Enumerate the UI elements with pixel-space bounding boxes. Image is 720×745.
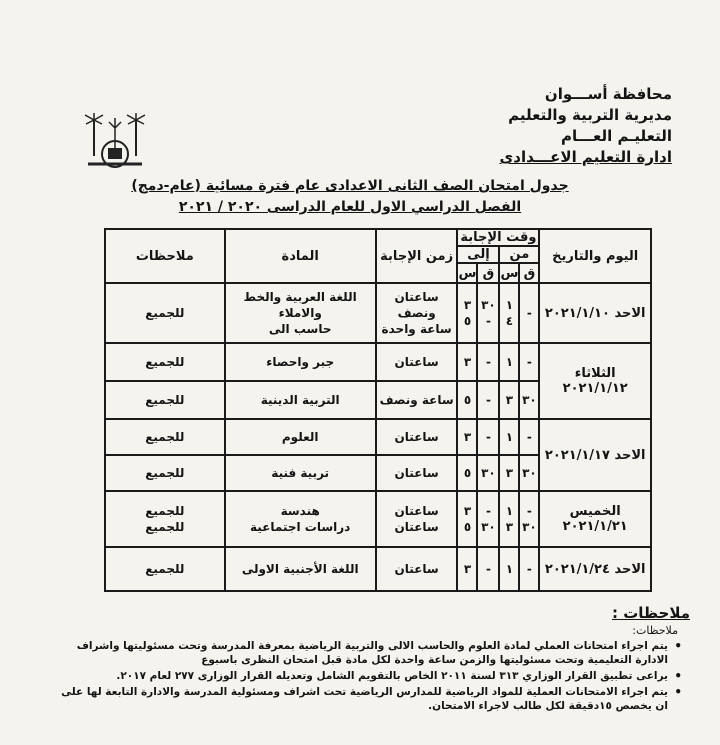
notes-cell xyxy=(105,491,225,547)
to-minute-line: - xyxy=(485,314,491,328)
duration-cell: ساعتان xyxy=(376,343,458,381)
subject-cell: اللغة الأجنبية الاولى xyxy=(225,547,376,591)
to-hour-cell xyxy=(457,491,477,547)
subject-cell xyxy=(225,283,376,343)
duration-line: ساعتان xyxy=(394,504,439,518)
subject-line: هندسة xyxy=(280,504,320,518)
to-hour-line: ٥ xyxy=(463,520,472,534)
from-hour-cell: ١ xyxy=(499,547,519,591)
header-day: اليوم والتاريخ xyxy=(539,229,651,283)
header-directorate: مديرية التربية والتعليم xyxy=(508,106,672,124)
day-date-cell: الثلاثاء ٢٠٢١/١/١٢ xyxy=(539,343,651,419)
duration-line: ساعتان ونصف xyxy=(394,290,439,320)
subject-cell xyxy=(225,491,376,547)
to-minute-cell xyxy=(477,283,499,343)
header-from-q: ق xyxy=(519,263,539,283)
header-to-s: س xyxy=(457,263,477,283)
to-minute-line: ٣٠ xyxy=(481,520,496,534)
to-minute-cell: ٣٠ xyxy=(477,455,499,491)
to-hour-cell xyxy=(457,283,477,343)
from-minute-cell: ٣٠ xyxy=(519,381,539,419)
note-item: • يتم اجراء الامتحانات العملية للمواد الرياضية للمدارس الرياضية تحت اشراف ومسئولية المدرسة والادارة التابعة لها على ان يخصص ١٥دقيقة لكل طالب لاجراء الامتحان. xyxy=(50,685,668,713)
duration-cell: ساعتان xyxy=(376,547,458,591)
to-hour-line: ٥ xyxy=(463,314,472,328)
to-hour-line: ٣ xyxy=(463,298,472,312)
header-governorate: محافظة أســـوان xyxy=(544,85,672,103)
day-date-cell: الاحد ٢٠٢١/١/١٠ xyxy=(539,283,651,343)
day-date-cell: الاحد ٢٠٢١/١/٢٤ xyxy=(539,547,651,591)
to-hour-cell: ٥ xyxy=(457,381,477,419)
to-hour-line: ٣ xyxy=(463,504,472,518)
directorate-header xyxy=(412,84,672,168)
to-hour-cell: ٣ xyxy=(457,547,477,591)
from-hour-cell: ١ xyxy=(499,419,519,455)
notes-title: ملاحظات : xyxy=(611,604,690,622)
from-hour-cell: ١ xyxy=(499,343,519,381)
duration-cell: ساعة ونصف xyxy=(376,381,458,419)
to-minute-line: ٣٠ xyxy=(481,298,496,312)
from-hour-line: ١ xyxy=(505,298,514,312)
from-minute-cell xyxy=(519,491,539,547)
schedule-row xyxy=(105,343,651,381)
subject-cell: جبر واحصاء xyxy=(225,343,376,381)
from-hour-cell: ٣ xyxy=(499,381,519,419)
to-minute-cell: - xyxy=(477,381,499,419)
schedule-subtitle: الفصل الدراسي الاول للعام الدراسى ٢٠٢٠ / ٢٠٢١ xyxy=(178,199,522,215)
day-date-cell: الاحد ٢٠٢١/١/١٧ xyxy=(539,419,651,491)
to-hour-cell: ٣ xyxy=(457,343,477,381)
schedule-row xyxy=(105,547,651,591)
schedule-row xyxy=(105,283,651,343)
header-from-s: س xyxy=(499,263,519,283)
notes-cell: للجميع xyxy=(105,419,225,455)
to-minute-cell xyxy=(477,491,499,547)
duration-cell xyxy=(376,283,458,343)
note-item: • يتم اجراء امتحانات العملي لمادة العلوم والحاسب الالى والتربية الرياضية بمعرفة المدرسة وتحت مسئوليتها واشراف الادارة التعليمية وتحت مسئوليتها والزمن ساعة واحدة لكل مادة قبل امتحان النظرى باسبوع xyxy=(50,639,668,667)
from-hour-cell xyxy=(499,491,519,547)
header-general-education: التعليـم العـــام xyxy=(561,127,672,145)
note-item: • يراعى تطبيق القرار الوزاري ٣١٣ لسنة ٢٠١١ الخاص بالتقويم الشامل وتعديله القرار الوزارى ٢٧٧ لعام ٢٠١٧. xyxy=(50,669,668,683)
header-duration: زمن الإجابة xyxy=(376,229,458,283)
from-hour-line: ١ xyxy=(505,504,514,518)
day-date-cell: الخميس ٢٠٢١/١/٢١ xyxy=(539,491,651,547)
subject-line: دراسات اجتماعية xyxy=(250,520,351,534)
notes-cell: للجميع xyxy=(105,547,225,591)
notes-section xyxy=(50,604,690,715)
from-minute-line: - xyxy=(526,504,532,518)
aswan-emblem-icon xyxy=(82,112,148,170)
from-minute-line: ٣٠ xyxy=(522,520,537,534)
schedule-row xyxy=(105,491,651,547)
schedule-row xyxy=(105,419,651,455)
schedule-title: جدول امتحان الصف الثانى الاعدادى عام فترة مسائية (عام-دمج) xyxy=(131,178,569,194)
notes-line: للجميع xyxy=(145,504,185,518)
header-prep-administration: ادارة التعليم الاعـــدادى xyxy=(499,148,672,166)
to-hour-cell: ٣ xyxy=(457,419,477,455)
from-minute-cell: - xyxy=(519,343,539,381)
subject-cell: التربية الدينية xyxy=(225,381,376,419)
to-minute-cell: - xyxy=(477,419,499,455)
header-to-q: ق xyxy=(477,263,499,283)
to-minute-line: - xyxy=(485,504,491,518)
header-answer-time: وقت الإجابة xyxy=(457,229,539,246)
to-minute-cell: - xyxy=(477,547,499,591)
from-hour-line: ٣ xyxy=(505,520,514,534)
duration-line: ساعة واحدة xyxy=(381,322,452,336)
from-hour-cell: ٣ xyxy=(499,455,519,491)
subject-line: اللغة العربية والخط والاملاء xyxy=(243,290,357,320)
notes-cell: للجميع xyxy=(105,381,225,419)
to-minute-cell: - xyxy=(477,343,499,381)
duration-cell: ساعتان xyxy=(376,455,458,491)
duration-cell xyxy=(376,491,458,547)
from-minute-cell: - xyxy=(519,419,539,455)
header-from: من xyxy=(499,246,539,263)
from-minute-cell: ٣٠ xyxy=(519,455,539,491)
duration-cell: ساعتان xyxy=(376,419,458,455)
header-subject: المادة xyxy=(225,229,376,283)
to-hour-cell: ٥ xyxy=(457,455,477,491)
from-hour-line: ٤ xyxy=(505,314,514,328)
notes-line: للجميع xyxy=(145,520,185,534)
notes-cell: للجميع xyxy=(105,455,225,491)
exam-schedule-table xyxy=(104,228,652,592)
subject-cell: تربية فنية xyxy=(225,455,376,491)
header-to: إلى xyxy=(457,246,499,263)
from-minute-cell: - xyxy=(519,283,539,343)
subject-cell: العلوم xyxy=(225,419,376,455)
subject-line: حاسب الى xyxy=(268,322,332,336)
duration-line: ساعتان xyxy=(394,520,439,534)
header-notes: ملاحظات xyxy=(105,229,225,283)
notes-cell: للجميع xyxy=(105,283,225,343)
notes-subtitle: ملاحظات: xyxy=(632,624,678,637)
notes-cell: للجميع xyxy=(105,343,225,381)
notes-list xyxy=(50,639,690,713)
from-hour-cell xyxy=(499,283,519,343)
from-minute-cell: - xyxy=(519,547,539,591)
